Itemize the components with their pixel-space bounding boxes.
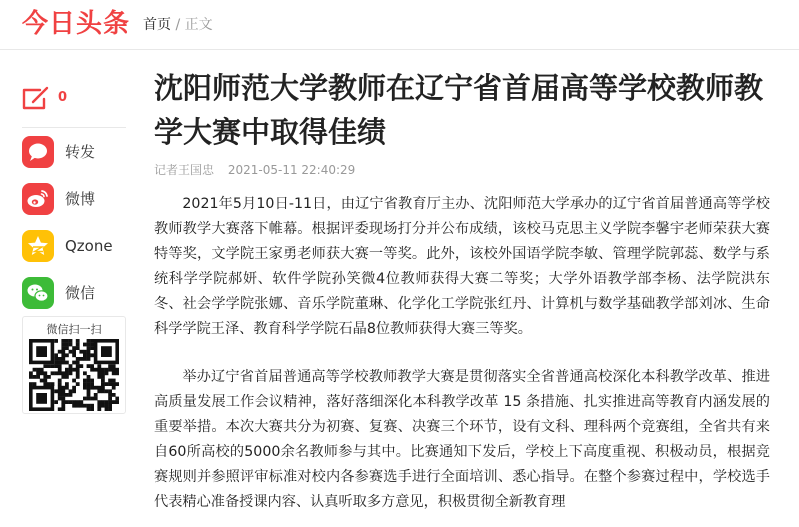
article — [154, 66, 770, 515]
top-header — [0, 0, 799, 50]
comment-edit-icon — [22, 86, 52, 112]
article-paragraph: 举办辽宁省首届普通高等学校教师教学大赛是贯彻落实全省普通高校深化本科教学改革、推进高质量发展工作会议精神，落好落细深化本科教学改革 15 条措施、扎实推进高等教育内涵发展的重要举措。本次大赛共分为初赛、复赛、决赛三个环节，设有文科、理科两个竞赛组，全省共有来自60所高校的5000余名教师参与其中。比赛通知下发后，学校上下高度重视、积极动员，根据竞赛规则并参照评审标准对校内各参赛选手进行全面培训、悉心指导。在整个参赛过程中，学校选手代表精心准备授课内容、认真听取多方意见，积极贯彻全新教育理 — [154, 369, 770, 510]
article-title: 沈阳师范大学教师在辽宁省首届高等学校教师教学大赛中取得佳绩 — [154, 71, 764, 149]
share-weibo-button[interactable] — [22, 183, 126, 215]
qzone-star-icon — [22, 230, 54, 262]
repost-icon — [22, 136, 54, 168]
comment-button[interactable] — [22, 80, 126, 118]
wechat-qr-code — [29, 339, 119, 411]
article-meta — [154, 161, 770, 179]
breadcrumb-separator: / — [175, 17, 181, 33]
breadcrumb-current: 正文 — [184, 17, 213, 33]
share-qzone-button[interactable] — [22, 230, 126, 262]
wechat-qr-panel — [22, 316, 126, 414]
weibo-icon — [22, 183, 54, 215]
wechat-icon — [22, 277, 54, 309]
share-wechat-label: 微信 — [65, 284, 96, 302]
share-repost-button[interactable] — [22, 136, 126, 168]
share-wechat-button[interactable] — [22, 277, 126, 309]
toutiao-logo[interactable]: 今日头条 — [22, 9, 131, 39]
share-sidebar — [22, 80, 126, 336]
comment-count: 0 — [58, 90, 68, 105]
share-weibo-label: 微博 — [65, 190, 96, 208]
article-author: 记者王国忠 — [154, 163, 215, 177]
share-qzone-label: Qzone — [65, 237, 113, 255]
sidebar-divider — [22, 127, 126, 128]
qr-scan-label: 微信扫一扫 — [46, 323, 102, 336]
breadcrumb-home-link[interactable]: 首页 — [143, 17, 171, 33]
share-repost-label: 转发 — [65, 143, 96, 161]
article-paragraph: 2021年5月10日-11日，由辽宁省教育厅主办、沈阳师范大学承办的辽宁省首届普通高等学校教师教学大赛落下帷幕。根据评委现场打分并公布成绩，该校马克思主义学院李馨宇老师荣获大赛特等奖，文学院王家勇老师获大赛一等奖。此外，该校外国语学院李敏、管理学院郭蕊、数学与系统科学学院郝妍、软件学院孙笑微4位教师获得大赛二等奖；大学外语教学部李杨、法学院洪东冬、社会学学院张娜、音乐学院董琳、化学化工学院张红丹、计算机与数学基础教学部刘冰、生命科学学院王泽、教育科学学院石晶8位教师获得大赛三等奖。 — [154, 196, 770, 337]
article-datetime: 2021-05-11 22:40:29 — [227, 163, 356, 177]
breadcrumb — [143, 16, 213, 34]
